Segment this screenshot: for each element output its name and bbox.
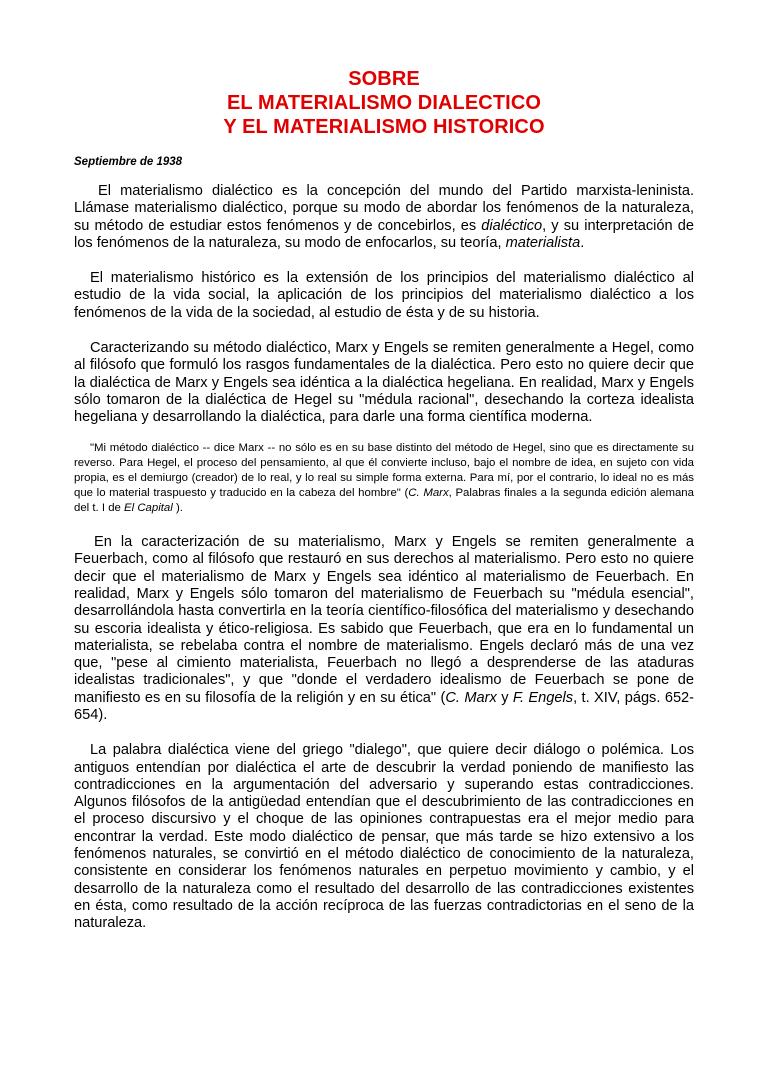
paragraph-1-emphasis-materialista: materialista (505, 234, 581, 251)
paragraph-5: La palabra dialéctica viene del griego "dialego", que quiere decir diálogo o polémica. Los antiguos entendían por dialéctica el arte de descubrir la verdad poniendo de manifiesto las contradicciones en la argumentación del adversario y superando estas contradicciones. Algunos filósofos de la antigüedad entendían que el descubrimiento de las contradicciones en el proceso discursivo y el choque de las opiniones contrapuestas era el mejor medio para encontrar la verdad. Este modo dialéctico de pensar, que más tarde se hizo extensivo a los fenómenos naturales, se convirtió en el método dialéctico de conocimiento de la naturaleza, consistente en considerar los fenómenos naturales en perpetuo movimiento y cambio, y el desarrollo de la naturaleza como el resultado del desarrollo de las contradicciones existentes en ésta, como resultado de la acción recíproca de las fuerzas contradictorias en el seno de la naturaleza. (74, 742, 694, 932)
paragraph-4 (74, 534, 694, 724)
paragraph-1-text-a: El materialismo dialéctico es la concepción del mundo del Partido marxista-leninista. Llámase materialismo dialéctico, porque su modo de abordar los fenómenos de la naturaleza, su método de estudiar estos fenómenos y de concebirlos, es (74, 183, 694, 234)
paragraph-1 (74, 183, 694, 252)
quote-text-e: ). (172, 501, 183, 514)
document-page (0, 67, 768, 1091)
document-title (74, 67, 694, 139)
paragraph-4-text-e: , t. XIV, págs. 652-654). (74, 689, 695, 723)
paragraph-4-text-a: En la caracterización de su materialismo, Marx y Engels se remiten generalmente a Feuerbach, como al filósofo que restauró en sus derechos al materialismo. Pero esto no quiere decir que el materialismo de Marx y Engels sea idéntico al materialismo de Feuerbach. En realidad, Marx y Engels sólo tomaron del materialismo de Feuerbach su "médula esencial", desarrollándola hasta convertirla en la teoría científico-filosófica del materialismo y desechando su escoria idealista y ético-religiosa. Es sabido que Feuerbach, que era en lo fundamental un materialista, se rebelaba contra el nombre de materialismo. Engels declaró más de una vez que, "pese al cimiento materialista, Feuerbach no llegó a desprenderse de las ataduras idealistas tradicionales", y que "donde el verdadero idealismo de Feuerbach se pone de manifiesto es en su filosofía de la religión y en su ética" ( (74, 534, 694, 706)
block-quote (74, 441, 694, 516)
document-date: Septiembre de 1938 (74, 156, 183, 168)
paragraph-1-text-e: . (580, 234, 585, 251)
quote-author: C. Marx (408, 486, 449, 499)
paragraph-4-author-engels: F. Engels (512, 689, 574, 706)
quote-text-a: "Mi método dialéctico -- dice Marx -- no sólo es en su base distinto del método de Hegel, sino que es directamente su reverso. Para Hegel, el proceso del pensamiento, al que él convierte incluso, bajo el nombre de idea, en sujeto con vida propia, es el demiurgo (creador) de lo real, y lo real su simple forma externa. Para mí, por el contrario, lo ideal no es más que lo material traspuesto y traducido en la cabeza del hombre" ( (74, 441, 694, 499)
title-line-2: EL MATERIALISMO DIALECTICO (226, 92, 542, 114)
paragraph-1-emphasis-dialectico: dialéctico (481, 217, 543, 234)
paragraph-3: Caracterizando su método dialéctico, Marx y Engels se remiten generalmente a Hegel, como al filósofo que formuló los rasgos fundamentales de la dialéctica. Pero esto no quiere decir que la dialéctica de Marx y Engels sea idéntica a la dialéctica hegeliana. En realidad, Marx y Engels sólo tomaron de la dialéctica de Hegel su "médula racional", desechando la corteza idealista hegeliana y desarrollando la dialéctica, para darle una forma científica moderna. (74, 340, 694, 426)
title-line-1: SOBRE (348, 68, 420, 90)
paragraph-4-author-marx: C. Marx (445, 689, 497, 706)
title-line-3: Y EL MATERIALISMO HISTORICO (223, 116, 545, 138)
paragraph-4-text-c: y (496, 689, 513, 706)
quote-work-title: El Capital (124, 501, 173, 514)
paragraph-1-text-c: , y su interpretación de los fenómenos de la naturaleza, su modo de enfocarlos, su teoría, (74, 217, 694, 251)
quote-text-c: , Palabras finales a la segunda edición alemana del t. I de (74, 486, 694, 514)
paragraph-2: El materialismo histórico es la extensión de los principios del materialismo dialéctico al estudio de la vida social, la aplicación de los principios del materialismo dialéctico a los fenómenos de la vida de la sociedad, al estudio de ésta y de su historia. (74, 270, 694, 321)
